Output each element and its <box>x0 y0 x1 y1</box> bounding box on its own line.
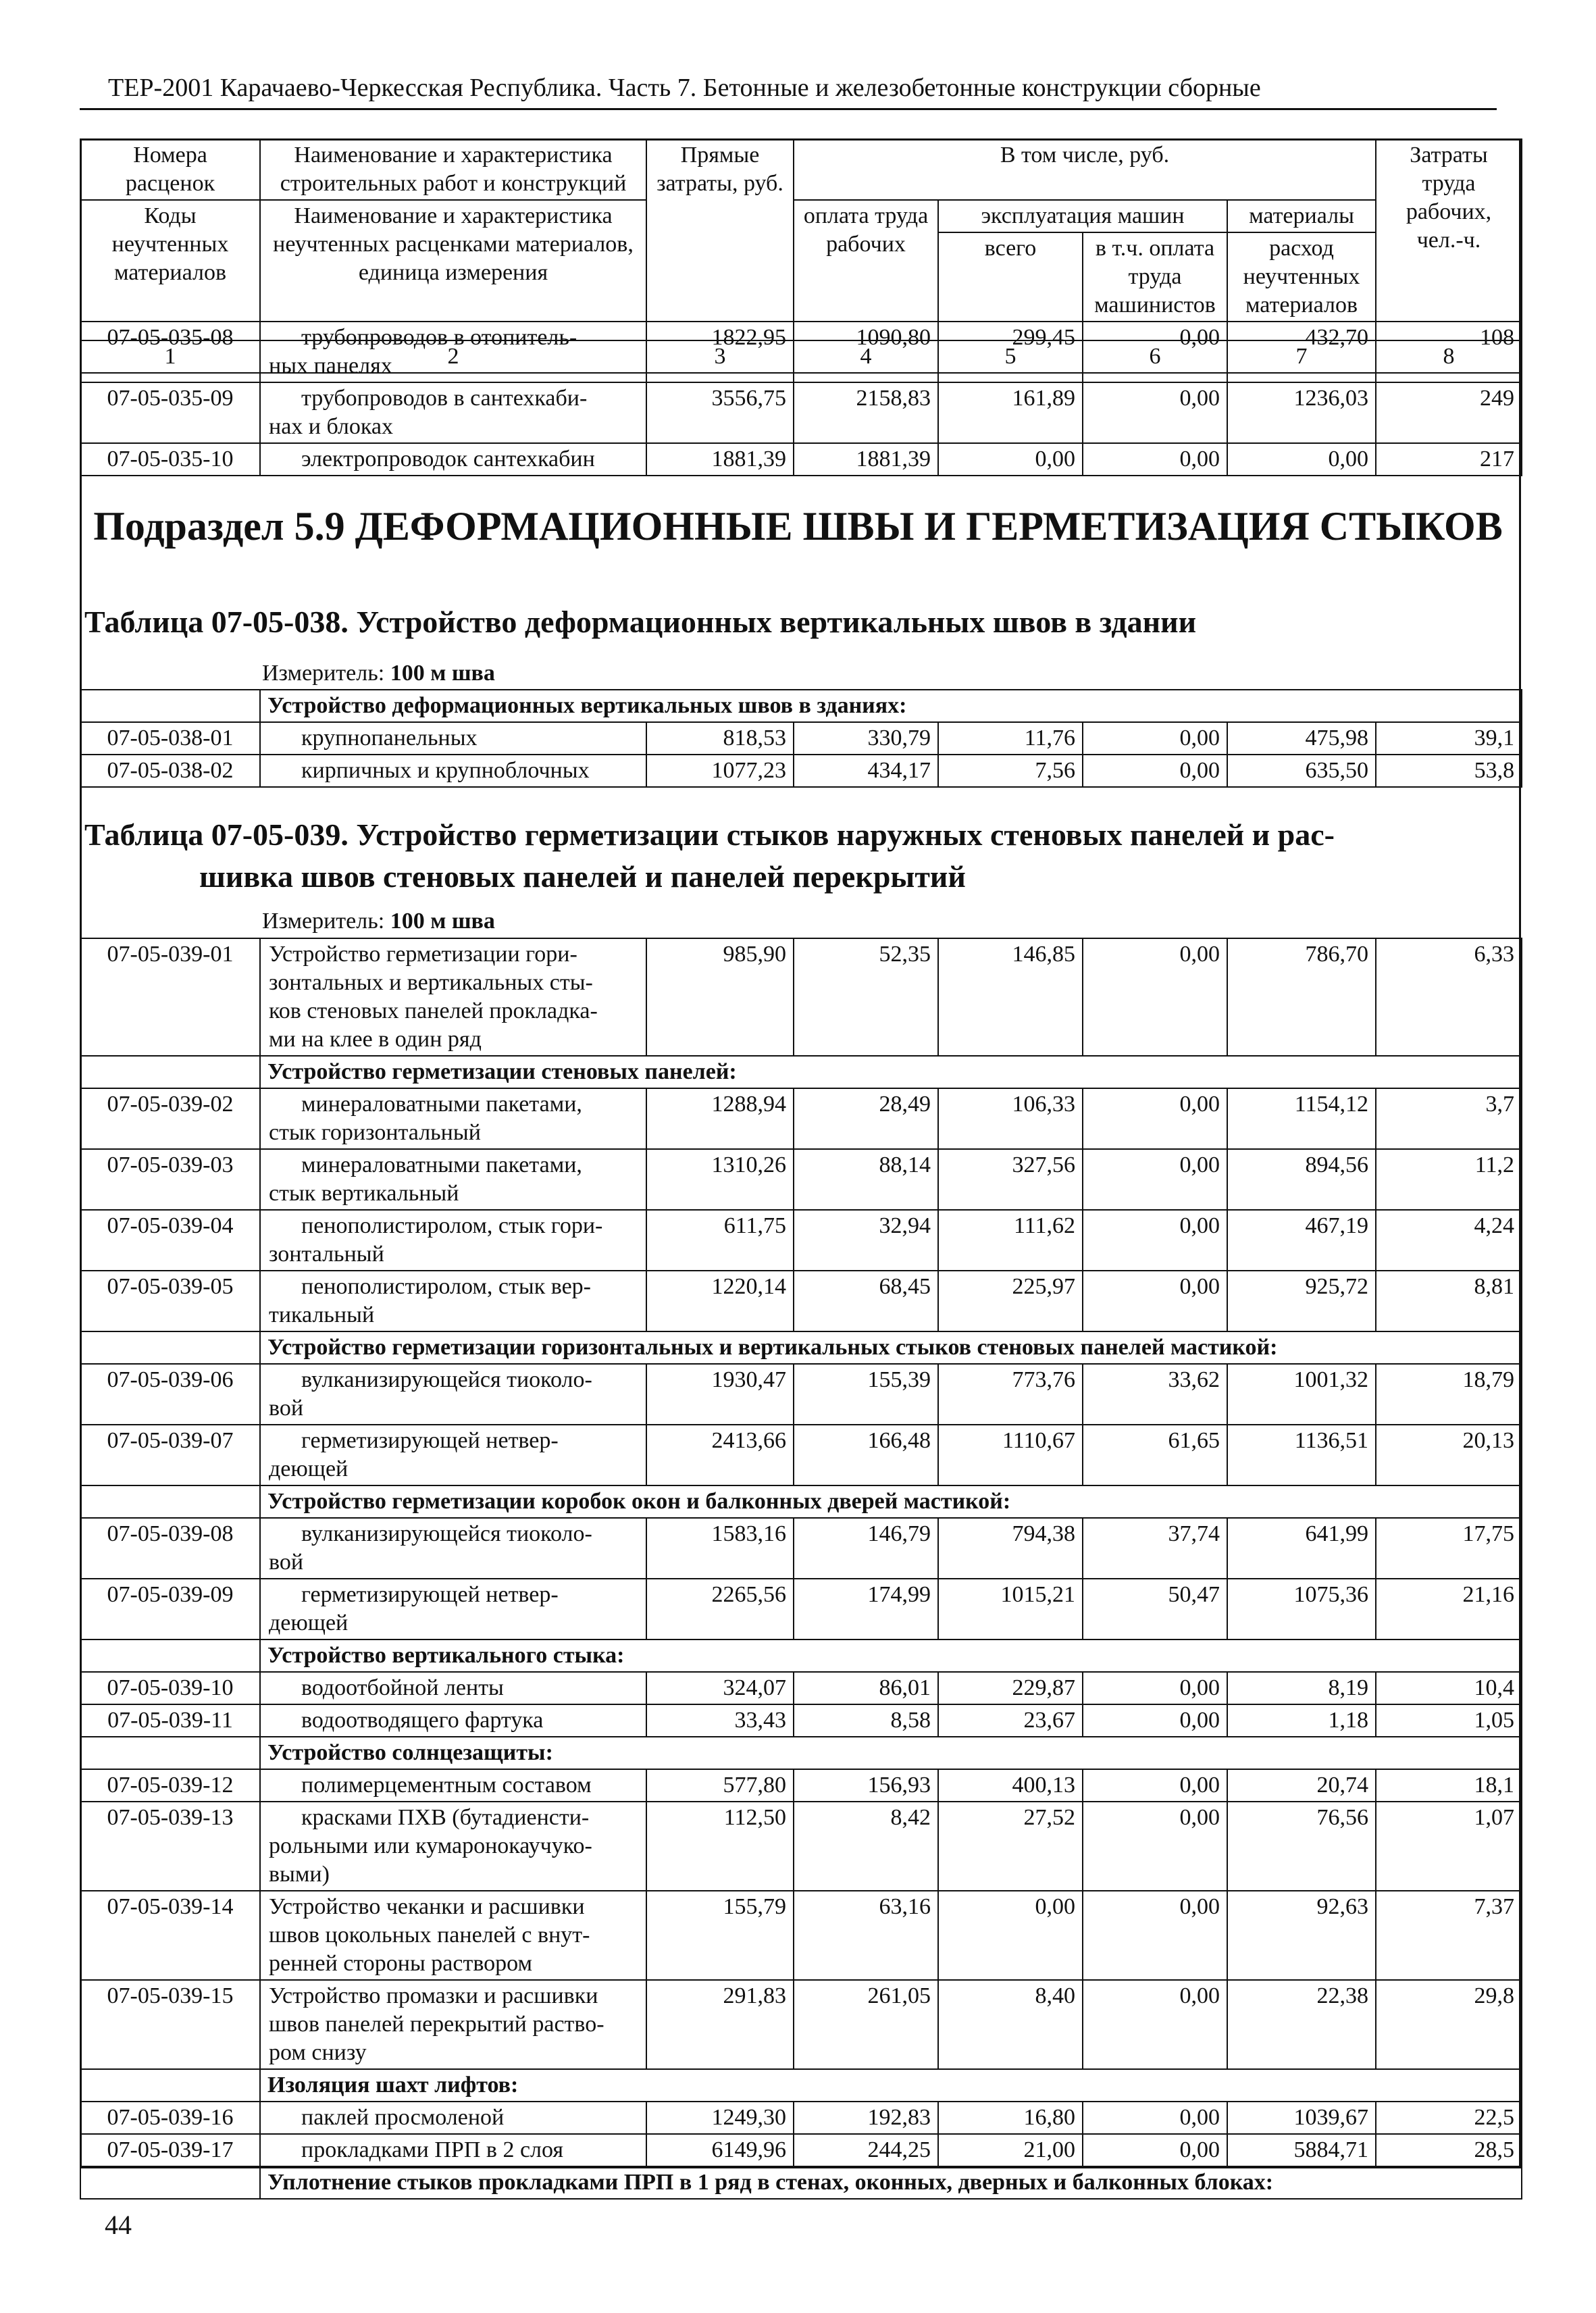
col1-header-a: Номера расценок <box>80 139 260 200</box>
cell-labor-pay: 1090,80 <box>794 322 938 382</box>
cell-materials: 1154,12 <box>1227 1088 1376 1149</box>
row-code: 07-05-035-08 <box>80 322 260 382</box>
cell-labor-hours: 18,1 <box>1376 1769 1522 1802</box>
top-rows-table <box>80 321 1522 476</box>
col-number: 7 <box>1227 340 1376 373</box>
materials-group-header: материалы <box>1227 200 1376 232</box>
table-row <box>80 322 1522 382</box>
col-number: 4 <box>794 340 938 373</box>
row-name: электропроводок сантехкабин <box>260 443 646 476</box>
meter-label: Измеритель: <box>262 661 385 686</box>
cell-machines-total: 773,76 <box>938 1364 1083 1425</box>
cell-direct-cost: 1930,47 <box>646 1364 794 1425</box>
cell-materials: 1236,03 <box>1227 382 1376 443</box>
row-code: 07-05-039-03 <box>80 1149 260 1210</box>
row-name: герметизирующей нетвер- <box>301 1582 559 1607</box>
row-name-cont: нах и блоках <box>269 414 393 439</box>
col7-header: расход неучтенных материалов <box>1227 232 1376 340</box>
cell-machinist-pay: 61,65 <box>1083 1425 1227 1485</box>
cell-labor-pay: 63,16 <box>794 1891 938 1980</box>
row-code: 07-05-039-10 <box>80 1672 260 1704</box>
row-code: 07-05-039-14 <box>80 1891 260 1980</box>
cell-machinist-pay: 33,62 <box>1083 1364 1227 1425</box>
cell-labor-pay: 330,79 <box>794 722 938 755</box>
cell-machines-total: 0,00 <box>938 1891 1083 1980</box>
table-039-meter <box>262 909 495 934</box>
table-row <box>80 1769 1522 1802</box>
title-line-2: шивка швов стеновых панелей и панелей перекрытий <box>199 859 966 894</box>
cell-materials: 432,70 <box>1227 322 1376 382</box>
group-label: Устройство герметизации коробок окон и балконных дверей мастикой: <box>260 1485 1522 1518</box>
row-name: водоотбойной ленты <box>260 1672 646 1704</box>
row-name: паклей просмоленой <box>260 2102 646 2134</box>
row-name-cont: зонтальный <box>269 1242 384 1267</box>
table-row <box>80 1149 1522 1210</box>
cell-machinist-pay: 0,00 <box>1083 1210 1227 1271</box>
col-number: 2 <box>260 340 646 373</box>
row-name: минераловатными пакетами, <box>301 1152 582 1177</box>
row-name-cont: стык вертикальный <box>269 1181 459 1206</box>
col3-header: Прямые затраты, руб. <box>646 139 794 340</box>
cell-labor-pay: 166,48 <box>794 1425 938 1485</box>
cell-direct-cost: 1822,95 <box>646 322 794 382</box>
cell-machines-total: 23,67 <box>938 1704 1083 1737</box>
cell-materials: 76,56 <box>1227 1802 1376 1891</box>
row-name-cont: вой <box>269 1396 304 1421</box>
cell-labor-pay: 434,17 <box>794 755 938 787</box>
col-number: 3 <box>646 340 794 373</box>
row-name: минераловатными пакетами, <box>301 1092 582 1117</box>
cell-labor-hours: 21,16 <box>1376 1579 1522 1640</box>
row-name-line: Устройство чеканки и расшивки <box>269 1894 585 1919</box>
cell-labor-hours: 1,05 <box>1376 1704 1522 1737</box>
running-header: ТЕР-2001 Карачаево-Черкесская Республика. Часть 7. Бетонные и железобетонные конструкции сборные <box>108 74 1261 102</box>
cell-materials: 0,00 <box>1227 443 1376 476</box>
cell-machines-total: 11,76 <box>938 722 1083 755</box>
row-name-cont: деющей <box>269 1456 349 1481</box>
section-title: Подраздел 5.9 ДЕФОРМАЦИОННЫЕ ШВЫ И ГЕРМЕТИЗАЦИЯ СТЫКОВ <box>93 504 1503 549</box>
cell-machinist-pay: 0,00 <box>1083 1672 1227 1704</box>
cell-materials: 92,63 <box>1227 1891 1376 1980</box>
row-name: полимерцементным составом <box>260 1769 646 1802</box>
col-number: 5 <box>938 340 1083 373</box>
cell-labor-hours: 17,75 <box>1376 1518 1522 1579</box>
table-row <box>80 1891 1522 1980</box>
cell-materials: 22,38 <box>1227 1980 1376 2069</box>
cell-materials: 5884,71 <box>1227 2134 1376 2166</box>
row-name-line: красками ПХВ (бутадиенсти- <box>301 1805 590 1830</box>
group-label: Устройство солнцезащиты: <box>260 1737 1522 1769</box>
cell-machinist-pay: 0,00 <box>1083 2102 1227 2134</box>
cell-direct-cost: 1310,26 <box>646 1149 794 1210</box>
cell-labor-hours: 108 <box>1376 322 1522 382</box>
cell-labor-pay: 28,49 <box>794 1088 938 1149</box>
cell-machinist-pay: 0,00 <box>1083 382 1227 443</box>
cell-machines-total: 229,87 <box>938 1672 1083 1704</box>
cell-machines-total: 8,40 <box>938 1980 1083 2069</box>
row-name: пенополистиролом, стык вер- <box>301 1274 592 1299</box>
cell-labor-hours: 20,13 <box>1376 1425 1522 1485</box>
table-row <box>80 1210 1522 1271</box>
cell-machinist-pay: 50,47 <box>1083 1579 1227 1640</box>
row-name-line: зонтальных и вертикальных сты- <box>269 970 593 995</box>
row-name: крупнопанельных <box>260 722 646 755</box>
table-row <box>80 1802 1522 1891</box>
table-row <box>80 1980 1522 2069</box>
col-number: 1 <box>80 340 260 373</box>
cell-materials: 925,72 <box>1227 1271 1376 1331</box>
row-code: 07-05-039-05 <box>80 1271 260 1331</box>
row-name-line: швов панелей перекрытий раство- <box>269 2012 604 2037</box>
cell-machinist-pay: 0,00 <box>1083 322 1227 382</box>
table-row <box>80 1425 1522 1485</box>
row-name-line: ми на клее в один ряд <box>269 1027 482 1052</box>
cell-machines-total: 299,45 <box>938 322 1083 382</box>
cell-labor-pay: 8,58 <box>794 1704 938 1737</box>
cell-labor-hours: 28,5 <box>1376 2134 1522 2166</box>
cell-direct-cost: 3556,75 <box>646 382 794 443</box>
cell-direct-cost: 33,43 <box>646 1704 794 1737</box>
machines-header: эксплуатация машин <box>938 200 1227 232</box>
row-code: 07-05-039-07 <box>80 1425 260 1485</box>
row-code: 07-05-039-01 <box>80 938 260 1056</box>
cell-direct-cost: 155,79 <box>646 1891 794 1980</box>
cell-direct-cost: 1881,39 <box>646 443 794 476</box>
cell-direct-cost: 2413,66 <box>646 1425 794 1485</box>
col2-header-a: Наименование и характеристика строительных работ и конструкций <box>260 139 646 200</box>
cell-materials: 635,50 <box>1227 755 1376 787</box>
cell-labor-pay: 1881,39 <box>794 443 938 476</box>
table-row <box>80 755 1522 787</box>
cell-labor-pay: 192,83 <box>794 2102 938 2134</box>
cell-materials: 475,98 <box>1227 722 1376 755</box>
col8-header: Затраты труда рабочих, чел.-ч. <box>1376 139 1522 340</box>
row-name: пенополистиролом, стык гори- <box>301 1213 603 1238</box>
col4-header: оплата труда рабочих <box>794 200 938 340</box>
cell-labor-hours: 39,1 <box>1376 722 1522 755</box>
cell-machines-total: 0,00 <box>938 443 1083 476</box>
page-number: 44 <box>105 2210 132 2240</box>
row-name: вулканизирующейся тиоколо- <box>301 1521 592 1546</box>
cell-labor-hours: 3,7 <box>1376 1088 1522 1149</box>
row-code: 07-05-039-12 <box>80 1769 260 1802</box>
cell-direct-cost: 1249,30 <box>646 2102 794 2134</box>
col1-header-b: Коды неучтенных материалов <box>80 200 260 340</box>
cell-materials: 641,99 <box>1227 1518 1376 1579</box>
cell-labor-hours: 8,81 <box>1376 1271 1522 1331</box>
row-name: трубопроводов в отопитель- <box>301 325 577 350</box>
table-row <box>80 382 1522 443</box>
cell-materials: 894,56 <box>1227 1149 1376 1210</box>
row-name-cont: тикальный <box>269 1302 375 1327</box>
table-row <box>80 1271 1522 1331</box>
cell-machines-total: 794,38 <box>938 1518 1083 1579</box>
cell-labor-pay: 8,42 <box>794 1802 938 1891</box>
table-038 <box>80 689 1522 788</box>
group-label: Устройство деформационных вертикальных швов в зданиях: <box>260 690 1522 722</box>
cell-labor-pay: 32,94 <box>794 1210 938 1271</box>
col-number: 6 <box>1083 340 1227 373</box>
table-row <box>80 443 1522 476</box>
cell-machinist-pay: 0,00 <box>1083 1980 1227 2069</box>
cell-direct-cost: 577,80 <box>646 1769 794 1802</box>
cell-direct-cost: 324,07 <box>646 1672 794 1704</box>
row-code: 07-05-039-08 <box>80 1518 260 1579</box>
cell-labor-hours: 6,33 <box>1376 938 1522 1056</box>
row-code: 07-05-035-10 <box>80 443 260 476</box>
row-name: прокладками ПРП в 2 слоя <box>260 2134 646 2166</box>
row-code: 07-05-039-17 <box>80 2134 260 2166</box>
group-label: Устройство герметизации стеновых панелей: <box>260 1056 1522 1088</box>
row-code: 07-05-039-16 <box>80 2102 260 2134</box>
cell-materials: 1136,51 <box>1227 1425 1376 1485</box>
group-label: Уплотнение стыков прокладками ПРП в 1 ряд в стенах, оконных, дверных и балконных блоках: <box>260 2166 1522 2199</box>
row-name-line: ков стеновых панелей прокладка- <box>269 998 598 1023</box>
table-row <box>80 722 1522 755</box>
cell-labor-hours: 22,5 <box>1376 2102 1522 2134</box>
group-label: Устройство герметизации горизонтальных и вертикальных стыков стеновых панелей мастикой: <box>260 1331 1522 1364</box>
row-name-line: ром снизу <box>269 2040 367 2065</box>
table-038-title: Таблица 07-05-038. Устройство деформационных вертикальных швов в здании <box>84 605 1197 639</box>
cell-labor-pay: 174,99 <box>794 1579 938 1640</box>
cell-labor-pay: 155,39 <box>794 1364 938 1425</box>
table-039-title <box>84 814 1503 898</box>
table-row <box>80 1579 1522 1640</box>
cell-machinist-pay: 0,00 <box>1083 443 1227 476</box>
cell-machines-total: 161,89 <box>938 382 1083 443</box>
row-code: 07-05-039-04 <box>80 1210 260 1271</box>
row-name: трубопроводов в сантехкаби- <box>301 386 588 411</box>
cell-machines-total: 327,56 <box>938 1149 1083 1210</box>
row-name-cont: деющей <box>269 1610 349 1635</box>
cell-labor-hours: 18,79 <box>1376 1364 1522 1425</box>
cell-machinist-pay: 0,00 <box>1083 1891 1227 1980</box>
row-name: водоотводящего фартука <box>260 1704 646 1737</box>
including-header: В том числе, руб. <box>794 139 1376 200</box>
cell-machines-total: 106,33 <box>938 1088 1083 1149</box>
row-name-line: Устройство герметизации гори- <box>269 942 577 967</box>
cell-direct-cost: 291,83 <box>646 1980 794 2069</box>
row-name-cont: вой <box>269 1550 304 1575</box>
cell-direct-cost: 112,50 <box>646 1802 794 1891</box>
cell-labor-hours: 1,07 <box>1376 1802 1522 1891</box>
table-row <box>80 1088 1522 1149</box>
row-name-cont: стык горизонтальный <box>269 1120 481 1145</box>
cell-direct-cost: 611,75 <box>646 1210 794 1271</box>
cell-direct-cost: 818,53 <box>646 722 794 755</box>
row-code: 07-05-035-09 <box>80 382 260 443</box>
cell-direct-cost: 985,90 <box>646 938 794 1056</box>
row-name-line: выми) <box>269 1862 330 1887</box>
cell-machines-total: 7,56 <box>938 755 1083 787</box>
cell-machines-total: 1015,21 <box>938 1579 1083 1640</box>
row-name: герметизирующей нетвер- <box>301 1428 559 1453</box>
table-row <box>80 938 1522 1056</box>
row-code: 07-05-039-15 <box>80 1980 260 2069</box>
cell-labor-hours: 53,8 <box>1376 755 1522 787</box>
cell-direct-cost: 2265,56 <box>646 1579 794 1640</box>
meter-label: Измеритель: <box>262 909 385 934</box>
cell-labor-pay: 2158,83 <box>794 382 938 443</box>
cell-direct-cost: 1583,16 <box>646 1518 794 1579</box>
row-name: кирпичных и крупноблочных <box>260 755 646 787</box>
cell-materials: 1,18 <box>1227 1704 1376 1737</box>
cell-machinist-pay: 0,00 <box>1083 2134 1227 2166</box>
cell-labor-pay: 244,25 <box>794 2134 938 2166</box>
cell-materials: 8,19 <box>1227 1672 1376 1704</box>
cell-machines-total: 1110,67 <box>938 1425 1083 1485</box>
cell-machines-total: 27,52 <box>938 1802 1083 1891</box>
cell-labor-hours: 11,2 <box>1376 1149 1522 1210</box>
table-row <box>80 1518 1522 1579</box>
table-row <box>80 1672 1522 1704</box>
title-line-1: Таблица 07-05-039. Устройство герметизации стыков наружных стеновых панелей и рас- <box>84 817 1335 852</box>
row-code: 07-05-038-01 <box>80 722 260 755</box>
cell-machines-total: 16,80 <box>938 2102 1083 2134</box>
cell-machinist-pay: 0,00 <box>1083 755 1227 787</box>
cell-machines-total: 400,13 <box>938 1769 1083 1802</box>
cell-labor-hours: 29,8 <box>1376 1980 1522 2069</box>
cell-machines-total: 21,00 <box>938 2134 1083 2166</box>
col6-header: в т.ч. оплата труда машинистов <box>1083 232 1227 340</box>
table-row <box>80 1364 1522 1425</box>
cell-machinist-pay: 0,00 <box>1083 938 1227 1056</box>
cell-direct-cost: 1220,14 <box>646 1271 794 1331</box>
table-039 <box>80 938 1522 2200</box>
cell-machinist-pay: 0,00 <box>1083 722 1227 755</box>
cell-materials: 467,19 <box>1227 1210 1376 1271</box>
cell-labor-pay: 52,35 <box>794 938 938 1056</box>
cell-labor-hours: 4,24 <box>1376 1210 1522 1271</box>
row-code: 07-05-038-02 <box>80 755 260 787</box>
row-name-line: Устройство промазки и расшивки <box>269 1983 598 2008</box>
cell-machinist-pay: 0,00 <box>1083 1769 1227 1802</box>
cell-labor-pay: 86,01 <box>794 1672 938 1704</box>
cell-direct-cost: 6149,96 <box>646 2134 794 2166</box>
cell-labor-pay: 146,79 <box>794 1518 938 1579</box>
table-row <box>80 2102 1522 2134</box>
cell-machinist-pay: 0,00 <box>1083 1088 1227 1149</box>
row-code: 07-05-039-09 <box>80 1579 260 1640</box>
cell-machinist-pay: 0,00 <box>1083 1704 1227 1737</box>
cell-machines-total: 111,62 <box>938 1210 1083 1271</box>
cell-labor-hours: 7,37 <box>1376 1891 1522 1980</box>
cell-materials: 1039,67 <box>1227 2102 1376 2134</box>
row-name: вулканизирующейся тиоколо- <box>301 1367 592 1392</box>
table-row <box>80 2134 1522 2166</box>
row-code: 07-05-039-06 <box>80 1364 260 1425</box>
row-name-line: швов цокольных панелей с внут- <box>269 1923 590 1948</box>
row-name-line: ренней стороны раствором <box>269 1951 533 1976</box>
cell-materials: 786,70 <box>1227 938 1376 1056</box>
cell-direct-cost: 1288,94 <box>646 1088 794 1149</box>
cell-direct-cost: 1077,23 <box>646 755 794 787</box>
cell-labor-pay: 88,14 <box>794 1149 938 1210</box>
meter-value: 100 м шва <box>390 909 495 934</box>
cell-labor-hours: 217 <box>1376 443 1522 476</box>
meter-value: 100 м шва <box>390 661 495 686</box>
row-code: 07-05-039-13 <box>80 1802 260 1891</box>
cell-labor-hours: 249 <box>1376 382 1522 443</box>
cell-machinist-pay: 0,00 <box>1083 1149 1227 1210</box>
group-label: Устройство вертикального стыка: <box>260 1640 1522 1672</box>
cell-labor-pay: 261,05 <box>794 1980 938 2069</box>
cell-machines-total: 225,97 <box>938 1271 1083 1331</box>
cell-materials: 1075,36 <box>1227 1579 1376 1640</box>
header-rule <box>80 108 1497 110</box>
row-name-line: рольными или кумаронокаучуко- <box>269 1833 592 1858</box>
table-row <box>80 1704 1522 1737</box>
cell-machines-total: 146,85 <box>938 938 1083 1056</box>
cell-machinist-pay: 0,00 <box>1083 1802 1227 1891</box>
group-label: Изоляция шахт лифтов: <box>260 2069 1522 2102</box>
col2-header-b: Наименование и характеристика неучтенных расценками материалов, единица измерения <box>260 200 646 340</box>
row-code: 07-05-039-02 <box>80 1088 260 1149</box>
cell-machinist-pay: 37,74 <box>1083 1518 1227 1579</box>
table-038-meter <box>262 661 495 686</box>
col-number: 8 <box>1376 340 1522 373</box>
cell-labor-pay: 156,93 <box>794 1769 938 1802</box>
row-name-cont: ных панелях <box>269 353 392 378</box>
row-code: 07-05-039-11 <box>80 1704 260 1737</box>
cell-labor-hours: 10,4 <box>1376 1672 1522 1704</box>
cell-labor-pay: 68,45 <box>794 1271 938 1331</box>
cell-materials: 1001,32 <box>1227 1364 1376 1425</box>
cell-machinist-pay: 0,00 <box>1083 1271 1227 1331</box>
col5-header: всего <box>938 232 1083 340</box>
cell-materials: 20,74 <box>1227 1769 1376 1802</box>
